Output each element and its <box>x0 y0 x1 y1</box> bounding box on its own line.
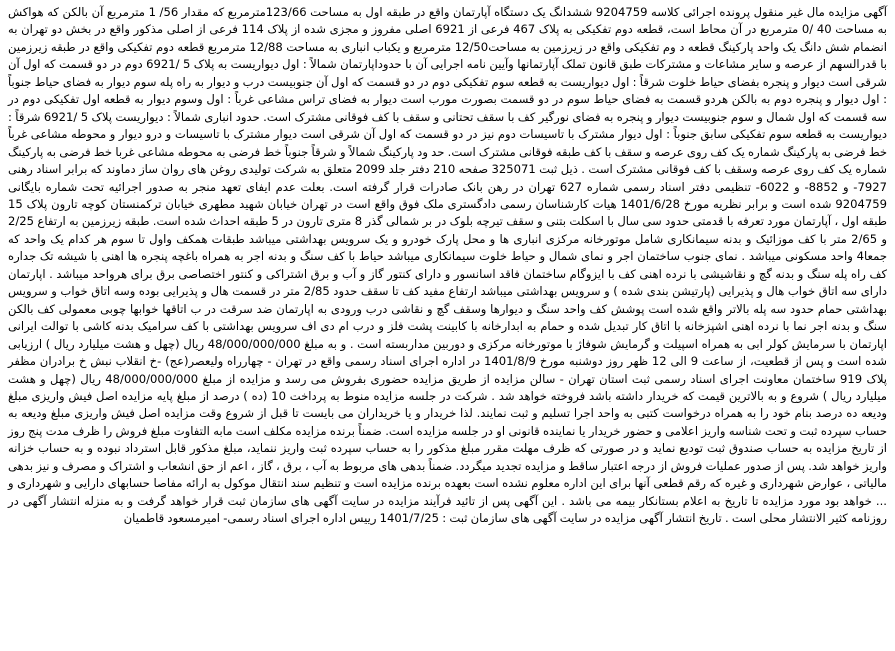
auction-notice-text: آگهی مزایده مال غیر منقول پرونده اجرائی کلاسه 9204759 ششدانگ یک دستگاه آپارتمان واقع در طبقه اول به مساحت 123/66مترمربع که مقدار 56/ 1 مترمربع آن بالکن که هواکش به مساحت 40 /0 مترمربع در آن محاط است، قطعه دوم تفکیکی به پلاک 467 فرعی از 6921 اصلی مفروز و مجزی شده از پلاک 114 فرعی از اصلی مذکور واقع در بخش دو تهران به انضمام شش دانگ یک واحد پارکینگ قطعه د وم تفکیکی واقع در زیرزمین به مساحت12/50 مترمربع و یکباب انباری به مساحت 12/88 مترمربع قطعه دوم تفکیکی واقع در طبقه زیرزمین با قدرالسهم از عرصه و سایر مشاعات و مشترکات طبق قانون تملک آپارتمانها وآیین نامه اجرایی آن با حدوداپارتمان شمالاً : اول دیواریست به پلاک 5 /6921 دوم در دو قسمت که اول آن شرقی است دیوار و پنجره بفضای حیاط خلوت شرقاً : اول دیواریست به قطعه سوم تفکیکی دوم در دو قسمت که اول آن جنوبیست درب و دیوار به راه پله سوم دیوار به فضای حیاط جنوباً : اول دیوار و پنجره دوم به بالکن هردو قسمت به فضای حیاط سوم در دو قسمت بصورت مورب است دیوار به فضای تراس مشاعی غرباً : اول وسوم دیوار به قطعه اول تفکیکی دوم در سه قسمت که اول شمال و سوم جنوبیست دیوار و پنجره به فضای نورگیر کف با سقف تحتانی و سقف با کف فوقانی مشترک است. حدود انباری شمالاً : دیواریست پلاک 5 /6921 شرقاً : دیواریست به قطعه سوم تفکیکی سابق جنوباً : اول دیوار مشترک با تاسیسات دوم نیز در دو قسمت که اول آن شرقی است دیوار مشترک با تاسیسات و درو دیوار و محوطه مشاعی غرباً خط فرضی به پارکینگ شماره یک کف روی عرصه و سقف با کف طبقه فوقانی مشترک است. حد ود پارکینگ شمالاً و شرقاً جنوباً خط فرضی به محوطه مشاعی غربا خط فرضی به پارکینگ شماره یک کف روی عرصه وسقف با کف فوقانی مشترک است . ذیل ثبت 325071 صفحه 210 دفتر جلد 2099 متعلق به شرکت تولیدی روغن های روان ساز دماوند که برابر اسناد رهنی 7927- و 8852- و 6022- تنظیمی دفتر اسناد رسمی شماره 627 تهران در رهن بانک صادرات قرار گرفته است. بعلت عدم ایفای تعهد منجر به صدور اجرائیه تحت شماره بایگانی 9204759 شده است و برابر نظریه مورخ 1401/6/28 هیات کارشناسان رسمی دادگستری ملک فوق واقع است در تهران خیابان شهید مطهری خیابان ترکمنستان کوچه تارون پلاک 15 طبقه اول ، آپارتمان مورد تعرفه با قدمتی حدود سی سال با اسکلت بتنی و سقف تیرچه بلوک در بر شمالی گذر 8 متری تارون در 5 طبقه احداث شده است. طبقه زیرزمین به ارتفاع 2/25 و 2/65 متر با کف موزائیک و بدنه سیمانکاری شامل موتورخانه مرکزی انباری ها و محل پارک خودرو و یک سرویس بهداشتی میباشد طبقات همکف واول تا سوم هر کدام یک واحد که جمعا4 واحد مسکونی میباشد . نمای جنوب ساختمان اجر و نمای شمال و حیاط خلوت سیمانکاری میباشد حیاط با کف سنگ و بدنه اجر به همراه باغچه پنجره ها اهنی با شیشه تک جداره کف راه پله سنگ و بدنه گچ و نقاشیشی با نرده اهنی کف با ایزوگام ساختمان فاقد اسانسور و دارای کنتور گاز و آب و برق اشتراکی و کنتور اختصاصی برق برای هرواحد میباشد . اپارتمان دارای سه اتاق خواب هال و پذیرایی (پارتیشن بندی شده ) و سرویس بهداشتی میباشد ارتفاع مفید کف تا سقف حدود 2/85 متر در قسمت هال و پذیرایی بوده وسه اتاق خواب و سرویس بهداشتی حمام حدود سه پله بالاتر واقع شده است پوشش کف واحد سنگ و دیوارها وسقف گچ و نقاشی درب ورودی به اپارتمان ضد سرقت در ب اتاقها خوابها چوبی معمولی کف بالکن سنگ و بدنه اجر نما با نرده اهنی اشپزخانه با اتاق کار تبدیل شده و حمام به ابدارخانه با کابینت پشت فلز و درب ام دی اف سرویس بهداشتی با کف سرامیک بدنه کاشی با توالت ایرانی اپارتمان با سرمایش کولر ابی به همراه اسپیلت و گرمایش شوفاژ با موتورخانه مرکزی و دوربین مداربسته است . و به مبلغ 48/000/000/000 ریال (چهل و هشت میلیارد ریال ) ارزیابی شده است و پس از قطعیت، از ساعت 9 الی 12 ظهر روز دوشنبه مورخ 1401/8/9 در اداره اجرای اسناد رسمی واقع در تهران - چهارراه ولیعصر(عج) -خ انقلاب نبش خ برادران مظفر پلاک 919 ساختمان معاونت اجرای اسناد رسمی ثبت استان تهران - سالن مزایده از طریق مزایده حضوری بفروش می رسد و مزایده از مبلغ 48/000/000/000 ریال (چهل و هشت میلیارد ریال ) شروع و به بالاترین قیمت که خریدار داشته باشد فروخته خواهد شد . شرکت در جلسه مزایده منوط به پرداخت 10 (ده ) درصد از مبلغ پایه مزایده اصل فیش واریزی مبلغ ودیعه ده درصد بنام خود را به همراه درخواست کتبی به واحد اجرا تسلیم و ثبت نمایند. لذا خریدار و یا خریداران می بایست تا قبل از شروع وقت مزایده اصل فیش واریزی مبلغ ودیعه به حساب سپرده ثبت و تحت شناسه واریز اعلامی و حضور خریدار یا نماینده قانونی او در جلسه مزایده است. ضمناً برنده مزایده مکلف است مابه التفاوت مبلغ فروش را ظرف مدت پنج روز از تاریخ مزایده به حساب صندوق ثبت تودیع نماید و در صورتی که ظرف مهلت مقرر مبلغ مذکور را به حساب سپرده ثبت واریز ننماید، مبلغ مذکور قابل استرداد نبوده و به حساب خزانه واریز خواهد شد. پس از صدور عملیات فروش از درجه اعتبار ساقط و مزایده تجدید میگردد. ضمناً بدهی های مربوط به آب ، برق ، گاز ، اعم از حق انشعاب و اشتراک و مصرف و نیز بدهی مالیاتی ، عوارض شهرداری و غیره که رقم قطعی آنها برای این اداره معلوم نشده است بعهده برنده مزایده است و تنظیم سند انتقال موکول به ارائه مفاصا حسابهای دارایی و شهرداری و ... خواهد بود مورد مزایده تا تاریخ به اعلام بستانکار بیمه می باشد . این آگهی پس از تائید فرآیند مزایده در سایت آگهی های سازمان ثبت قرار خواهد گرفت و به منزله انتشار آگهی در روزنامه کثیر الانتشار محلی است . تاریخ انتشار آگهی مزایده در سایت آگهی های سازمان ثبت : 1401/7/25 رییس اداره اجرای اسناد رسمی- امیرمسعود قاطمیان <box>8 5 888 526</box>
